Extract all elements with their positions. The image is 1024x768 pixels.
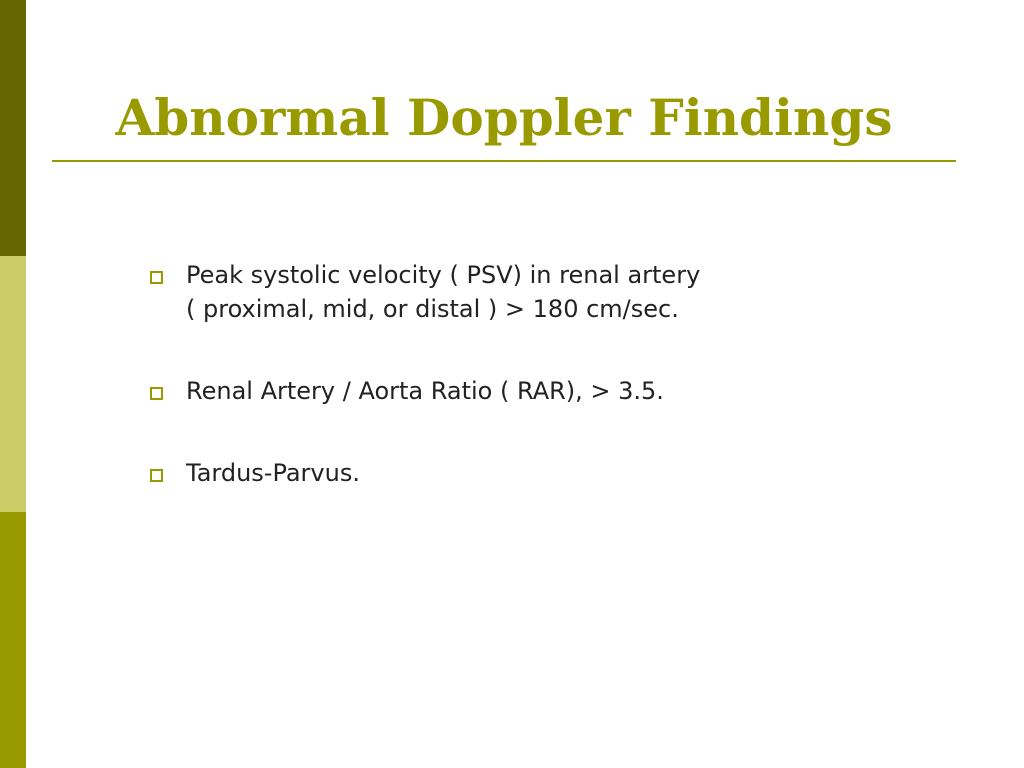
hollow-square-bullet-icon	[150, 387, 163, 400]
side-band-top	[0, 0, 26, 256]
bullet-text-line: ( proximal, mid, or distal ) > 180 cm/sec.	[186, 295, 679, 323]
hollow-square-bullet-icon	[150, 271, 163, 284]
side-band-middle	[0, 256, 26, 512]
bullet-item-psv	[148, 258, 948, 326]
bullet-text-line: Peak systolic velocity ( PSV) in renal artery	[186, 261, 701, 289]
bullet-text-line: Renal Artery / Aorta Ratio ( RAR), > 3.5.	[186, 377, 664, 405]
side-band-bottom	[0, 512, 26, 768]
hollow-square-bullet-icon	[150, 469, 163, 482]
bullet-item-tardus-parvus	[148, 456, 948, 490]
slide-title: Abnormal Doppler Findings	[115, 88, 893, 147]
bullet-text-line: Tardus-Parvus.	[186, 459, 360, 487]
bullet-item-rar	[148, 374, 948, 408]
bullet-list	[148, 258, 948, 490]
title-divider	[52, 160, 956, 162]
